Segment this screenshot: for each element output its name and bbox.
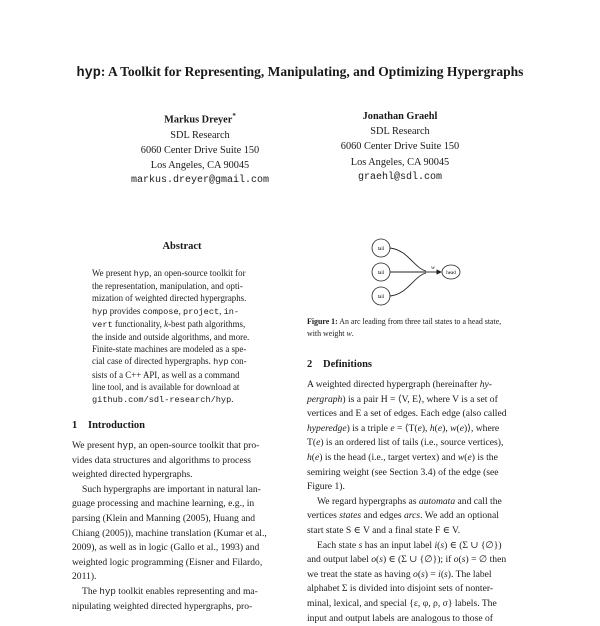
abstract-body <box>92 267 272 406</box>
italic-term: i <box>435 540 438 551</box>
abstract-line: line tool, and is available for download at <box>92 381 272 393</box>
caption-line: Figure 1: An arc leading from three tail states to a head state, <box>307 316 537 328</box>
title-text: : A Toolkit for Representing, Manipulating, and Optimizing Hypergraphs <box>101 64 524 79</box>
code-term: in- <box>224 307 239 317</box>
italic-term: w <box>458 452 464 463</box>
author-block <box>300 109 500 185</box>
tail-label: tail <box>378 247 385 252</box>
author-email[interactable]: markus.dreyer@gmail.com <box>100 173 300 188</box>
author-footnote-marker: * <box>232 112 236 120</box>
text-line: h(e) is the head (i.e., target vertex) and w(e) is the <box>307 451 535 466</box>
figure-hypergraph <box>358 234 468 315</box>
figure-caption <box>307 316 537 339</box>
italic-term: s <box>421 569 425 580</box>
weight-label: w <box>431 265 435 271</box>
italic-term: e <box>390 423 394 434</box>
text-line: Chiang (2005)), machine translation (Kumar et al., <box>72 527 294 542</box>
author-city: Los Angeles, CA 90045 <box>300 155 500 170</box>
author-name: Jonathan Graehl <box>300 109 500 124</box>
section-title: Definitions <box>323 359 372 370</box>
italic-term: hy- <box>480 379 492 390</box>
italic-term: states <box>339 510 361 521</box>
italic-term: s <box>379 554 383 565</box>
caption-line: with weight w. <box>307 328 537 340</box>
arc-edge <box>390 248 426 271</box>
text-line: alphabet Σ is divided into disjoint sets of nonter- <box>307 582 535 597</box>
italic-term: s <box>359 540 363 551</box>
title-code: hyp <box>77 66 101 81</box>
italic-term: hyperedge <box>307 423 347 434</box>
text-line: We regard hypergraphs as automata and call the <box>317 495 535 510</box>
paragraph <box>72 439 294 483</box>
italic-term: o <box>454 554 459 565</box>
italic-term: e <box>467 452 471 463</box>
author-affiliation: SDL Research <box>100 128 300 143</box>
definitions-body <box>307 378 535 626</box>
caption-label: Figure 1: <box>307 317 338 326</box>
abstract-heading: Abstract <box>92 241 272 252</box>
code-term: compose <box>143 307 179 317</box>
text-line: start state S ∈ V and a final state F ∈ V. <box>307 524 535 539</box>
author-affiliation: SDL Research <box>300 124 500 139</box>
author-name: Markus Dreyer <box>164 114 232 125</box>
text-line: Such hypergraphs are important in natural lan- <box>82 483 294 498</box>
italic-term: k <box>164 319 168 329</box>
code-term: hyp <box>92 307 107 317</box>
text-line: pergraph) is a pair H = ⟨V, E⟩, where V is a set of <box>307 393 535 408</box>
text-line: nipulating weighted directed hypergraphs, pro- <box>72 600 294 615</box>
hypergraph-diagram <box>358 234 468 310</box>
section-heading-definitions <box>307 359 372 370</box>
italic-term: e <box>418 423 422 434</box>
tail-label: tail <box>378 295 385 300</box>
code-term: hyp <box>213 357 228 367</box>
italic-term: w <box>450 423 456 434</box>
text-line: and output label o(s) ∈ (Σ ∪ {∅}); if o(s) = ∅ then <box>307 553 535 568</box>
text-line: vertices states and edges arcs. We add an optional <box>307 509 535 524</box>
italic-term: e <box>315 452 319 463</box>
code-term: hyp <box>117 440 134 451</box>
text-line: Figure 1). <box>307 480 535 495</box>
tail-label: tail <box>378 271 385 276</box>
italic-term: w <box>346 329 351 338</box>
italic-term: i <box>438 569 441 580</box>
text-line: vides data structures and algorithms to process <box>72 454 294 469</box>
paper-title <box>0 64 600 81</box>
text-line: Each state s has an input label i(s) ∈ (Σ ∪ {∅}) <box>317 539 535 554</box>
italic-term: o <box>413 569 418 580</box>
text-line: 2009), as well as in logic (Gallo et al., 1993) and <box>72 541 294 556</box>
section-number: 1 <box>72 420 88 431</box>
italic-term: s <box>440 540 444 551</box>
head-label: head <box>446 271 456 276</box>
abstract-line: hyp provides compose, project, in- <box>92 305 272 318</box>
text-line: we treat the state as having o(s) = i(s). The label <box>307 568 535 583</box>
text-line: parsing (Klein and Manning (2005), Huang and <box>72 512 294 527</box>
abstract-line: Finite-state machines are modeled as a spe- <box>92 343 272 355</box>
abstract-line: sists of a C++ API, as well as a command <box>92 369 272 381</box>
italic-term: s <box>444 569 448 580</box>
text-line: T(e) is an ordered list of tails (i.e., source vertices), <box>307 436 535 451</box>
italic-term: pergraph <box>307 394 342 405</box>
author-address: 6060 Center Drive Suite 150 <box>100 143 300 158</box>
italic-term: e <box>460 423 464 434</box>
abstract-line: cial case of directed hypergraphs. hyp con- <box>92 355 272 368</box>
abstract-line: vert functionality, k-best path algorithms, <box>92 318 272 331</box>
author-block <box>100 109 300 188</box>
code-term: vert <box>92 320 113 330</box>
italic-term: arcs <box>404 510 420 521</box>
section-heading-introduction <box>72 420 145 431</box>
abstract-line: We present hyp, an open-source toolkit for <box>92 267 272 280</box>
text-line: guage processing and machine learning, e.g., in <box>72 497 294 512</box>
text-line: input and output labels are analogous to those of <box>307 612 535 626</box>
paragraph <box>307 539 535 626</box>
italic-term: automata <box>419 496 455 507</box>
italic-term: e <box>316 437 320 448</box>
italic-term: o <box>371 554 376 565</box>
introduction-body <box>72 439 294 614</box>
italic-term: h <box>430 423 435 434</box>
text-line: A weighted directed hypergraph (hereinafter hy- <box>307 378 535 393</box>
text-line: weighted directed hypergraphs. <box>72 468 294 483</box>
code-term: github.com/sdl-research/hyp <box>92 395 231 405</box>
paragraph <box>72 483 294 585</box>
text-line: hyperedge) is a triple e = ⟨T(e), h(e), w(e)⟩, where <box>307 422 535 437</box>
text-line: 2011). <box>72 570 294 585</box>
author-email[interactable]: graehl@sdl.com <box>300 170 500 185</box>
italic-term: h <box>307 452 312 463</box>
text-line: semiring weight (see Section 3.4) of the edge (see <box>307 466 535 481</box>
paragraph <box>307 378 535 495</box>
arc-edge <box>390 273 426 296</box>
text-line: minal, lexical, and special {ε, φ, ρ, σ} labels. The <box>307 597 535 612</box>
code-term: hyp <box>99 586 116 597</box>
abstract-line: github.com/sdl-research/hyp. <box>92 393 272 406</box>
code-term: hyp <box>134 269 149 279</box>
abstract-line: the representation, manipulation, and opti- <box>92 280 272 292</box>
abstract-line: the inside and outside algorithms, and more. <box>92 331 272 343</box>
author-address: 6060 Center Drive Suite 150 <box>300 139 500 154</box>
text-line: vertices and E a set of edges. Each edge (also called <box>307 407 535 422</box>
author-city: Los Angeles, CA 90045 <box>100 158 300 173</box>
section-number: 2 <box>307 359 323 370</box>
section-title: Introduction <box>88 420 145 431</box>
italic-term: e <box>438 423 442 434</box>
text-line: weighted logic programming (Eisner and Filardo, <box>72 556 294 571</box>
text-line: The hyp toolkit enables representing and ma- <box>82 585 294 600</box>
paragraph <box>307 495 535 539</box>
abstract-line: mization of weighted directed hypergraphs. <box>92 292 272 304</box>
code-term: project <box>183 307 219 317</box>
italic-term: s <box>462 554 466 565</box>
text-line: We present hyp, an open-source toolkit that pro- <box>72 439 294 454</box>
